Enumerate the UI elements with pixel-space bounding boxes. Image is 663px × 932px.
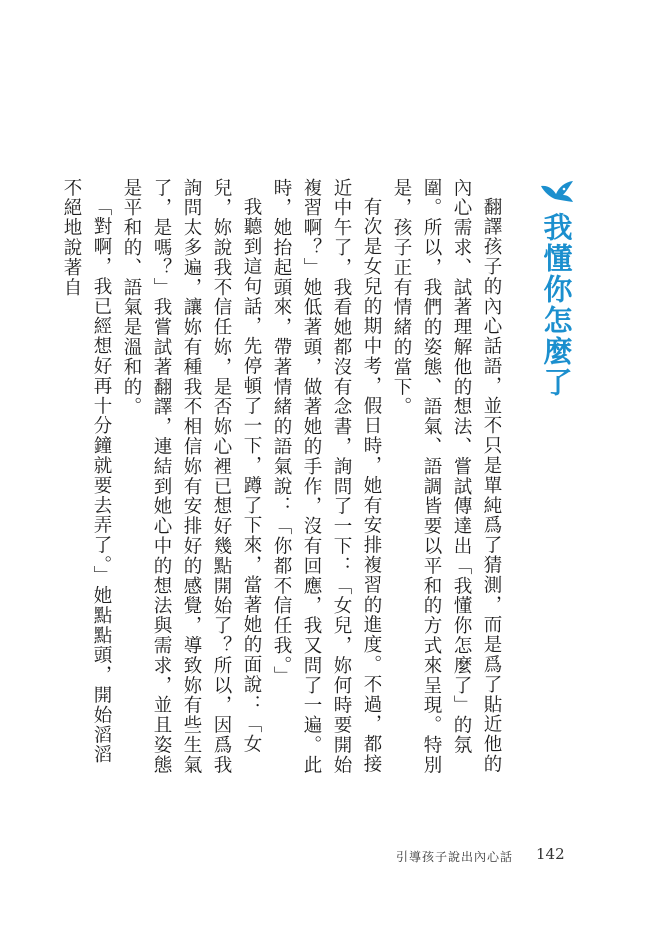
paragraph: 「對啊，我已經想好再十分鐘就要去弄了。」她點點頭，開始滔滔不絕地說著自 (61, 178, 112, 766)
section-title: 我懂你怎麼了 (539, 212, 574, 398)
footer-book-title: 引導孩子說出內心話 (396, 850, 514, 864)
section-heading (532, 180, 582, 398)
body-text (61, 178, 506, 778)
bird-icon (539, 180, 575, 206)
page-number: 142 (536, 845, 565, 863)
paragraph: 翻譯孩子的內心話語，並不只是單純爲了猜測，而是爲了貼近他的內心需求、試著理解他的想法、嘗試傳達出「我懂你怎麼了」的氛圍。所以，我們的姿態、語氣、語調皆要以平和的方式來呈現。特別是，孩子正有情緒的當下。 (391, 178, 502, 775)
paragraph: 有次是女兒的期中考，假日時，她有安排複習的進度。不過，都接近中午了，我看她都沒有念書，詢問了一下：「女兒，妳何時要開始複習啊？」她低著頭，做著她的手作，沒有回應，我又問了一遍。此時，她抬起頭來，帶著情緒的語氣說：「你都不信任我。」 (271, 178, 382, 775)
paragraph: 我聽到這句話，先停頓了一下，蹲了下來，當著她的面說：「女兒，妳說我不信任妳，是否妳心裡已想好幾點開始了？所以，因爲我詢問太多遍，讓妳有種我不相信妳有安排好的感覺，導致妳有些生氣了，是嗎？」我嘗試著翻譯，連結到她心中的想法與需求，並且姿態是平和的、語氣是溫和的。 (121, 178, 262, 775)
